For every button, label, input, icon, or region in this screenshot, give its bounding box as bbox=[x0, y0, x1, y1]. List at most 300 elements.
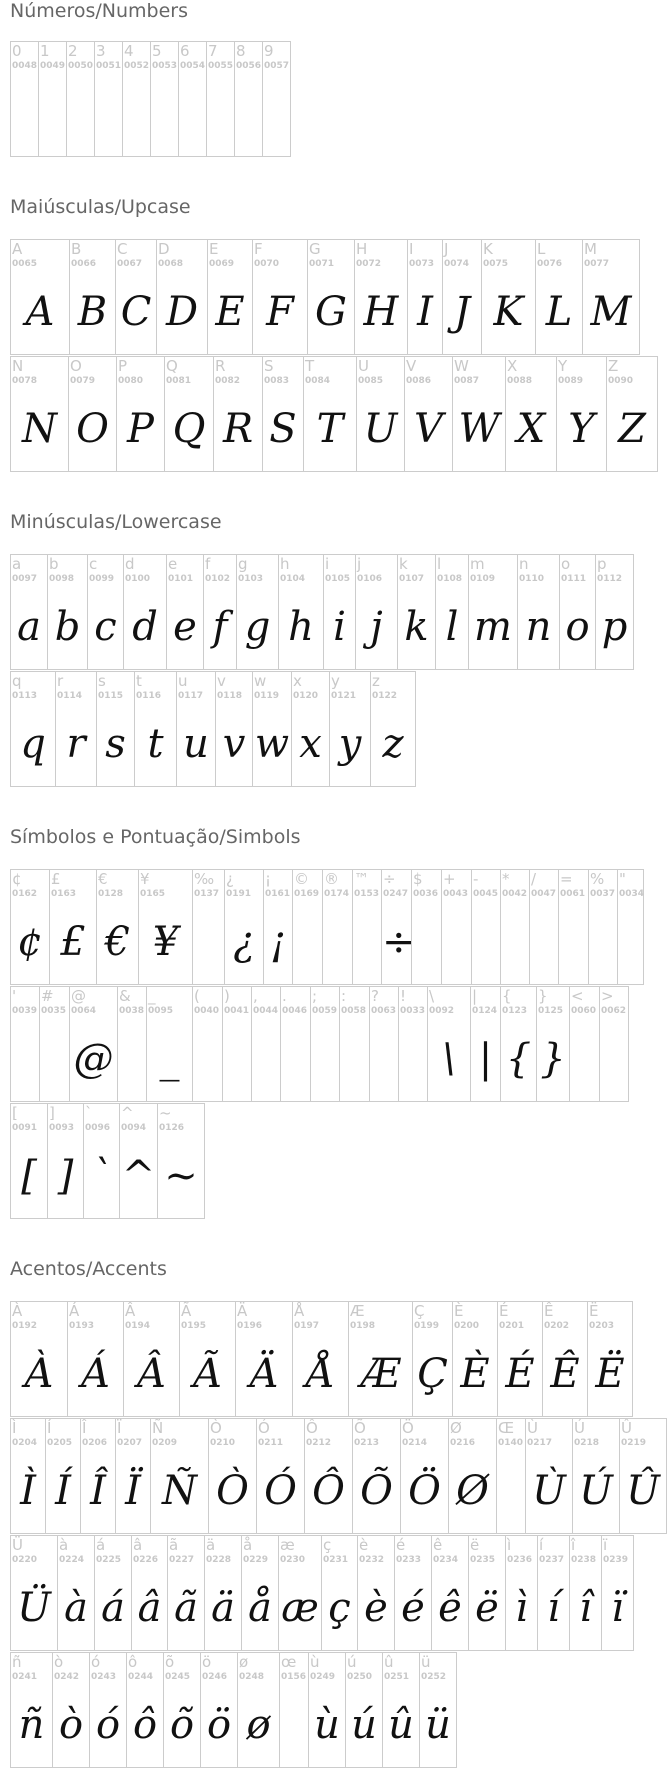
glyph-sample: Ã bbox=[193, 1351, 222, 1397]
glyph-cell bbox=[505, 1535, 538, 1651]
glyph-character-label: î bbox=[571, 1536, 576, 1554]
glyph-cell bbox=[278, 554, 324, 670]
glyph-character-label: 1 bbox=[40, 42, 50, 60]
glyph-cell bbox=[263, 869, 293, 985]
glyph-cell bbox=[339, 986, 370, 1102]
glyph-character-label: 7 bbox=[208, 42, 218, 60]
glyph-code-label: 0220 bbox=[12, 1555, 38, 1565]
glyph-cell bbox=[115, 1418, 151, 1534]
glyph-cell bbox=[435, 554, 469, 670]
glyph-code-label: 0081 bbox=[166, 376, 192, 386]
glyph-code-label: 0247 bbox=[383, 889, 409, 899]
glyph-code-label: 0038 bbox=[119, 1006, 145, 1016]
glyph-cell bbox=[292, 869, 323, 985]
glyph-cell bbox=[352, 1418, 401, 1534]
glyph-cell bbox=[117, 986, 147, 1102]
glyph-code-label: 0085 bbox=[358, 376, 384, 386]
glyph-code-label: 0049 bbox=[40, 61, 66, 71]
glyph-sample: v bbox=[222, 721, 246, 767]
glyph-cell bbox=[303, 356, 357, 472]
glyph-code-label: 0231 bbox=[323, 1555, 349, 1565]
glyph-sample bbox=[235, 82, 262, 146]
glyph-code-label: 0035 bbox=[41, 1006, 67, 1016]
glyph-code-label: 0051 bbox=[96, 61, 122, 71]
glyph-code-label: 0033 bbox=[400, 1006, 426, 1016]
glyph-code-label: 0204 bbox=[12, 1438, 38, 1448]
glyph-code-label: 0052 bbox=[124, 61, 150, 71]
glyph-character-label: h bbox=[280, 555, 290, 573]
glyph-sample bbox=[179, 82, 206, 146]
glyph-sample: Ê bbox=[550, 1351, 580, 1397]
glyph-character-label: N bbox=[12, 357, 24, 375]
glyph-character-label: 5 bbox=[152, 42, 162, 60]
glyph-cell bbox=[505, 356, 557, 472]
glyph-cell bbox=[47, 554, 88, 670]
glyph-sample: _ bbox=[159, 1036, 180, 1082]
glyph-character-label: D bbox=[158, 240, 170, 258]
glyph-character-label: 4 bbox=[124, 42, 134, 60]
glyph-cell bbox=[569, 986, 600, 1102]
glyph-sample: è bbox=[364, 1585, 388, 1631]
glyph-sample: R bbox=[222, 406, 254, 452]
glyph-character-label: { bbox=[502, 987, 512, 1005]
glyph-code-label: 0112 bbox=[597, 574, 623, 584]
glyph-code-label: 0104 bbox=[280, 574, 306, 584]
glyph-code-label: 0137 bbox=[194, 889, 220, 899]
glyph-code-label: 0057 bbox=[264, 61, 290, 71]
glyph-sample: £ bbox=[60, 919, 86, 965]
glyph-code-label: 0075 bbox=[483, 259, 509, 269]
glyph-code-label: 0056 bbox=[236, 61, 262, 71]
glyph-code-label: 0040 bbox=[194, 1006, 220, 1016]
glyph-sample: G bbox=[315, 289, 347, 335]
glyph-character-label: ¢ bbox=[12, 870, 22, 888]
glyph-sample: ¿ bbox=[233, 919, 255, 965]
glyph-code-label: 0224 bbox=[59, 1555, 85, 1565]
glyph-sample: Z bbox=[618, 406, 646, 452]
glyph-character-label: e bbox=[168, 555, 178, 573]
glyph-sample: | bbox=[478, 1036, 493, 1082]
glyph-sample bbox=[193, 910, 224, 974]
glyph-row bbox=[10, 1652, 456, 1768]
glyph-sample: T bbox=[316, 406, 344, 452]
glyph-character-label: / bbox=[531, 870, 537, 888]
glyph-cell bbox=[83, 1103, 120, 1219]
glyph-code-label: 0226 bbox=[133, 1555, 159, 1565]
glyph-sample bbox=[280, 1693, 308, 1757]
glyph-sample: á bbox=[101, 1585, 125, 1631]
glyph-character-label: Ï bbox=[117, 1419, 122, 1437]
glyph-code-label: 0216 bbox=[450, 1438, 476, 1448]
glyph-code-label: 0225 bbox=[96, 1555, 122, 1565]
glyph-sample: â bbox=[137, 1585, 162, 1631]
glyph-sample: a bbox=[17, 604, 41, 650]
glyph-code-label: 0041 bbox=[224, 1006, 250, 1016]
glyph-character-label: ó bbox=[91, 1653, 101, 1671]
glyph-sample: ã bbox=[174, 1585, 198, 1631]
glyph-character-label: v bbox=[217, 672, 226, 690]
glyph-code-label: 0211 bbox=[258, 1438, 284, 1448]
glyph-cell bbox=[419, 1652, 457, 1768]
glyph-sample: Ì bbox=[20, 1468, 36, 1514]
glyph-character-label: F bbox=[254, 240, 263, 258]
glyph-sample: { bbox=[505, 1036, 532, 1082]
glyph-cell bbox=[471, 869, 501, 985]
glyph-code-label: 0088 bbox=[507, 376, 533, 386]
glyph-code-label: 0072 bbox=[356, 259, 382, 269]
glyph-code-label: 0073 bbox=[409, 259, 435, 269]
glyph-code-label: 0197 bbox=[294, 1321, 320, 1331]
glyph-character-label: ô bbox=[128, 1653, 138, 1671]
glyph-sample: ö bbox=[206, 1702, 232, 1748]
section-title: Números/Numbers bbox=[10, 0, 188, 22]
glyph-character-label: ™ bbox=[354, 870, 369, 888]
section-title: Maiúsculas/Upcase bbox=[10, 196, 191, 218]
glyph-cell bbox=[68, 356, 117, 472]
glyph-character-label: ¥ bbox=[140, 870, 150, 888]
glyph-code-label: 0236 bbox=[507, 1555, 533, 1565]
glyph-sample: Ä bbox=[249, 1351, 279, 1397]
glyph-character-label: £ bbox=[51, 870, 61, 888]
glyph-sample bbox=[151, 82, 178, 146]
glyph-sample: B bbox=[77, 289, 108, 335]
glyph-cell bbox=[542, 1301, 588, 1417]
glyph-cell bbox=[57, 1535, 95, 1651]
glyph-code-label: 0128 bbox=[98, 889, 124, 899]
glyph-character-label: q bbox=[12, 672, 22, 690]
glyph-code-label: 0203 bbox=[589, 1321, 615, 1331]
glyph-sample bbox=[600, 1027, 628, 1091]
glyph-cell bbox=[468, 1535, 506, 1651]
glyph-sample: A bbox=[25, 289, 55, 335]
glyph-cell bbox=[222, 986, 252, 1102]
glyph-code-label: 0242 bbox=[54, 1672, 80, 1682]
glyph-sample bbox=[353, 910, 381, 974]
glyph-code-label: 0044 bbox=[253, 1006, 279, 1016]
glyph-character-label: ê bbox=[433, 1536, 443, 1554]
glyph-sample bbox=[559, 910, 588, 974]
glyph-character-label: Ä bbox=[237, 1302, 248, 1320]
glyph-sample: ó bbox=[95, 1702, 121, 1748]
glyph-sample: ` bbox=[91, 1153, 112, 1199]
glyph-cell bbox=[537, 1535, 570, 1651]
glyph-cell bbox=[308, 1652, 346, 1768]
glyph-sample: K bbox=[493, 289, 524, 335]
glyph-sample bbox=[11, 1027, 39, 1091]
glyph-cell bbox=[291, 671, 330, 787]
glyph-sample: U bbox=[363, 406, 398, 452]
glyph-cell bbox=[166, 554, 204, 670]
glyph-character-label: \ bbox=[429, 987, 435, 1005]
glyph-sample: É bbox=[505, 1351, 535, 1397]
section-title: Minúsculas/Lowercase bbox=[10, 511, 222, 533]
section-title: Símbolos e Pontuação/Simbols bbox=[10, 826, 301, 848]
glyph-character-label: ! bbox=[400, 987, 407, 1005]
glyph-cell bbox=[411, 869, 442, 985]
glyph-sample bbox=[207, 82, 234, 146]
glyph-code-label: 0169 bbox=[294, 889, 320, 899]
glyph-sample bbox=[67, 82, 94, 146]
glyph-code-label: 0059 bbox=[312, 1006, 338, 1016]
glyph-cell bbox=[280, 986, 311, 1102]
glyph-cell bbox=[10, 239, 70, 355]
glyph-sample: h bbox=[288, 604, 314, 650]
glyph-sample: o bbox=[565, 604, 590, 650]
glyph-character-label: ÷ bbox=[383, 870, 396, 888]
glyph-cell bbox=[204, 1535, 242, 1651]
glyph-character-label: _ bbox=[148, 987, 156, 1005]
glyph-row bbox=[10, 239, 639, 355]
glyph-cell bbox=[345, 1652, 383, 1768]
glyph-character-label: S bbox=[264, 357, 274, 375]
glyph-code-label: 0109 bbox=[470, 574, 496, 584]
glyph-code-label: 0200 bbox=[454, 1321, 480, 1331]
glyph-code-label: 0125 bbox=[538, 1006, 564, 1016]
glyph-character-label: à bbox=[59, 1536, 69, 1554]
glyph-character-label: , bbox=[253, 987, 258, 1005]
glyph-code-label: 0092 bbox=[429, 1006, 455, 1016]
glyph-code-label: 0162 bbox=[12, 889, 38, 899]
glyph-sample bbox=[589, 910, 617, 974]
glyph-code-label: 0096 bbox=[85, 1123, 111, 1133]
glyph-sample: L bbox=[545, 289, 573, 335]
glyph-sample bbox=[370, 1027, 398, 1091]
glyph-sample: f bbox=[212, 604, 228, 650]
glyph-sample bbox=[281, 1027, 310, 1091]
glyph-sample: n bbox=[525, 604, 552, 650]
glyph-character-label: u bbox=[178, 672, 188, 690]
glyph-code-label: 0248 bbox=[239, 1672, 265, 1682]
glyph-code-label: 0243 bbox=[91, 1672, 117, 1682]
glyph-code-label: 0100 bbox=[125, 574, 151, 584]
glyph-character-label: Ã bbox=[181, 1302, 192, 1320]
glyph-code-label: 0195 bbox=[181, 1321, 207, 1331]
glyph-code-label: 0232 bbox=[359, 1555, 385, 1565]
glyph-sample: F bbox=[266, 289, 294, 335]
glyph-cell bbox=[122, 41, 151, 157]
glyph-character-label: I bbox=[409, 240, 414, 258]
glyph-cell bbox=[45, 1418, 81, 1534]
glyph-sample: È bbox=[460, 1351, 490, 1397]
glyph-sample: ¡ bbox=[269, 919, 287, 965]
glyph-character-label: r bbox=[57, 672, 64, 690]
glyph-character-label: = bbox=[560, 870, 573, 888]
glyph-cell bbox=[407, 239, 443, 355]
glyph-cell bbox=[146, 986, 193, 1102]
glyph-code-label: 0250 bbox=[347, 1672, 373, 1682]
glyph-character-label: % bbox=[590, 870, 605, 888]
glyph-sample: Ò bbox=[216, 1468, 249, 1514]
glyph-code-label: 0241 bbox=[12, 1672, 38, 1682]
glyph-code-label: 0205 bbox=[47, 1438, 73, 1448]
glyph-character-label: é bbox=[396, 1536, 406, 1554]
glyph-character-label: ^ bbox=[121, 1104, 134, 1122]
glyph-sample: ç bbox=[328, 1585, 351, 1631]
glyph-sample: Â bbox=[137, 1351, 166, 1397]
glyph-code-label: 0094 bbox=[121, 1123, 147, 1133]
glyph-code-label: 0229 bbox=[243, 1555, 269, 1565]
glyph-character-label: m bbox=[470, 555, 485, 573]
glyph-code-label: 0055 bbox=[208, 61, 234, 71]
glyph-cell bbox=[176, 671, 216, 787]
glyph-code-label: 0069 bbox=[209, 259, 235, 269]
glyph-character-label: í bbox=[539, 1536, 544, 1554]
glyph-sample: Î bbox=[90, 1468, 106, 1514]
glyph-character-label: ¿ bbox=[226, 870, 234, 888]
glyph-sample: I bbox=[417, 289, 433, 335]
glyph-sample: ù bbox=[314, 1702, 340, 1748]
glyph-character-label: c bbox=[89, 555, 98, 573]
glyph-sample: O bbox=[76, 406, 109, 452]
glyph-code-label: 0110 bbox=[519, 574, 545, 584]
glyph-character-label: Å bbox=[294, 1302, 305, 1320]
glyph-character-label: X bbox=[507, 357, 518, 375]
glyph-code-label: 0156 bbox=[281, 1672, 307, 1682]
glyph-character-label: ` bbox=[85, 1104, 93, 1122]
glyph-row bbox=[10, 869, 643, 985]
glyph-code-label: 0098 bbox=[49, 574, 75, 584]
glyph-sample bbox=[323, 910, 352, 974]
glyph-code-label: 0114 bbox=[57, 691, 83, 701]
glyph-character-label: # bbox=[41, 987, 54, 1005]
glyph-code-label: 0116 bbox=[136, 691, 162, 701]
glyph-sample: Ù bbox=[532, 1468, 566, 1514]
glyph-character-label: " bbox=[619, 870, 626, 888]
glyph-cell bbox=[400, 1418, 449, 1534]
glyph-sample: b bbox=[54, 604, 81, 650]
glyph-sample: S bbox=[269, 406, 297, 452]
glyph-sample bbox=[442, 910, 471, 974]
glyph-sample: æ bbox=[281, 1585, 319, 1631]
glyph-sample: k bbox=[404, 604, 429, 650]
glyph-code-label: 0245 bbox=[165, 1672, 191, 1682]
glyph-code-label: 0238 bbox=[571, 1555, 597, 1565]
glyph-cell bbox=[278, 1535, 322, 1651]
glyph-cell bbox=[123, 554, 167, 670]
glyph-character-label: Â bbox=[125, 1302, 136, 1320]
glyph-character-label: E bbox=[209, 240, 219, 258]
glyph-cell bbox=[398, 986, 428, 1102]
glyph-character-label: ë bbox=[470, 1536, 480, 1554]
glyph-row bbox=[10, 671, 415, 787]
glyph-code-label: 0163 bbox=[51, 889, 77, 899]
glyph-code-label: 0042 bbox=[502, 889, 528, 899]
glyph-code-label: 0202 bbox=[544, 1321, 570, 1331]
glyph-cell bbox=[69, 986, 118, 1102]
glyph-sample bbox=[412, 910, 441, 974]
glyph-cell bbox=[203, 554, 237, 670]
glyph-cell bbox=[412, 1301, 453, 1417]
glyph-code-label: 0234 bbox=[433, 1555, 459, 1565]
glyph-character-label: p bbox=[597, 555, 607, 573]
glyph-cell bbox=[192, 869, 225, 985]
glyph-cell bbox=[279, 1652, 309, 1768]
glyph-sample: t bbox=[147, 721, 164, 767]
glyph-cell bbox=[69, 239, 116, 355]
glyph-cell bbox=[262, 356, 304, 472]
glyph-code-label: 0074 bbox=[444, 259, 470, 269]
glyph-cell bbox=[157, 1103, 205, 1219]
glyph-cell bbox=[431, 1535, 469, 1651]
glyph-cell bbox=[10, 1103, 48, 1219]
glyph-code-label: 0054 bbox=[180, 61, 206, 71]
glyph-cell bbox=[307, 239, 355, 355]
glyph-cell bbox=[236, 554, 279, 670]
glyph-code-label: 0090 bbox=[608, 376, 634, 386]
glyph-sample: ä bbox=[211, 1585, 235, 1631]
glyph-cell bbox=[354, 239, 408, 355]
glyph-code-label: 0239 bbox=[603, 1555, 629, 1565]
glyph-cell bbox=[134, 671, 177, 787]
glyph-sample: Ô bbox=[312, 1468, 345, 1514]
glyph-sample: m bbox=[474, 604, 512, 650]
glyph-cell bbox=[10, 41, 39, 157]
glyph-sample: Û bbox=[626, 1468, 660, 1514]
glyph-code-label: 0043 bbox=[443, 889, 469, 899]
glyph-code-label: 0060 bbox=[571, 1006, 597, 1016]
glyph-sample: î bbox=[579, 1585, 592, 1631]
glyph-character-label: A bbox=[12, 240, 23, 258]
glyph-cell bbox=[500, 986, 537, 1102]
glyph-code-label: 0213 bbox=[354, 1438, 380, 1448]
glyph-cell bbox=[497, 1301, 543, 1417]
glyph-sample: Ú bbox=[579, 1468, 613, 1514]
glyph-sample: @ bbox=[73, 1036, 114, 1082]
glyph-code-label: 0061 bbox=[560, 889, 586, 899]
glyph-cell bbox=[38, 41, 67, 157]
glyph-character-label: l bbox=[437, 555, 442, 573]
glyph-code-label: 0219 bbox=[621, 1438, 647, 1448]
glyph-code-label: 0037 bbox=[590, 889, 616, 899]
glyph-code-label: 0086 bbox=[406, 376, 432, 386]
glyph-character-label: k bbox=[399, 555, 408, 573]
glyph-character-label: ) bbox=[224, 987, 230, 1005]
glyph-code-label: 0047 bbox=[531, 889, 557, 899]
glyph-sample: c bbox=[94, 604, 117, 650]
glyph-character-label: s bbox=[98, 672, 106, 690]
glyph-code-label: 0089 bbox=[558, 376, 584, 386]
glyph-cell bbox=[357, 1535, 395, 1651]
glyph-cell bbox=[452, 356, 506, 472]
glyph-row bbox=[10, 1301, 632, 1417]
glyph-character-label: $ bbox=[413, 870, 423, 888]
glyph-cell bbox=[369, 986, 399, 1102]
glyph-code-label: 0045 bbox=[473, 889, 499, 899]
glyph-sample bbox=[530, 910, 558, 974]
glyph-character-label: Î bbox=[82, 1419, 87, 1437]
glyph-sample: j bbox=[370, 604, 383, 650]
glyph-sample: q bbox=[20, 721, 46, 767]
glyph-character-label: ù bbox=[310, 1653, 320, 1671]
glyph-code-label: 0080 bbox=[118, 376, 144, 386]
glyph-character-label: } bbox=[538, 987, 548, 1005]
glyph-character-label: 0 bbox=[12, 42, 22, 60]
glyph-cell bbox=[496, 1418, 526, 1534]
glyph-character-label: Û bbox=[621, 1419, 632, 1437]
glyph-code-label: 0103 bbox=[238, 574, 264, 584]
glyph-character-label: Z bbox=[608, 357, 619, 375]
glyph-code-label: 0209 bbox=[152, 1438, 178, 1448]
glyph-character-label: ä bbox=[206, 1536, 216, 1554]
glyph-sample: Õ bbox=[360, 1468, 393, 1514]
glyph-cell bbox=[601, 1535, 634, 1651]
glyph-code-label: 0082 bbox=[215, 376, 241, 386]
glyph-cell bbox=[123, 1301, 180, 1417]
glyph-sample: r bbox=[66, 721, 86, 767]
glyph-code-label: 0118 bbox=[217, 691, 243, 701]
glyph-cell bbox=[96, 869, 139, 985]
glyph-code-label: 0191 bbox=[226, 889, 252, 899]
